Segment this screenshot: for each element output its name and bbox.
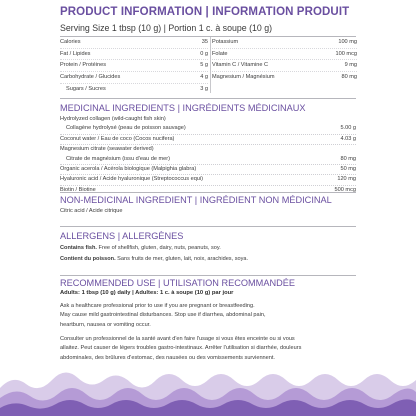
warning-en: Ask a healthcare professional prior to use if you are pregnant or breastfeeding. May cause mild gastrointestinal disturbances. Stop use if diarrhea, abdominal pain, heartburn, nausea or vomiting occur. — [60, 303, 266, 328]
recommended-heading: RECOMMENDED USE | UTILISATION RECOMMANDÉE — [60, 278, 295, 288]
nutrient-row: Protein / Protéines 5 g — [60, 60, 208, 72]
divider-rule — [60, 98, 356, 99]
nutrient-row: Sugars / Sucres 3 g — [66, 85, 208, 92]
medicinal-heading: MEDICINAL INGREDIENTS | INGRÉDIENTS MÉDICINAUX — [60, 103, 306, 113]
ingredient-line: Citrate de magnésium (issu d'eau de mer) 80 mg — [60, 155, 356, 165]
adult-dosage: Adults: 1 tbsp (10 g) daily | Adultes: 1 c. à soupe (10 g) par jour — [60, 290, 234, 296]
medicinal-list — [60, 115, 356, 195]
column-divider — [210, 37, 211, 93]
product-info-heading: PRODUCT INFORMATION | INFORMATION PRODUIT — [60, 6, 350, 18]
divider-rule — [60, 275, 356, 276]
ingredient-line: Biotin / Biotine 500 mcg — [60, 186, 356, 193]
allergens-en: Contains fish. Free of shellfish, gluten, dairy, nuts, peanuts, soy. — [60, 245, 221, 251]
nutrition-right-column — [212, 37, 357, 83]
nutrition-left-column — [60, 37, 208, 94]
ingredient-line: Magnesium citrate (seawater derived) — [60, 146, 154, 153]
wave-decoration — [0, 366, 416, 416]
allergens-heading: ALLERGENS | ALLERGÈNES — [60, 231, 184, 241]
nutrient-row: Folate 100 mcg — [212, 49, 357, 61]
allergens-fr: Contient du poisson. Sans fruits de mer, gluten, lait, noix, arachides, soya. — [60, 256, 249, 262]
non-medicinal-heading: NON-MEDICINAL INGREDIENT | INGRÉDIENT NON MÉDICINAL — [60, 195, 332, 205]
ingredient-line: Hydrolyzed collagen (wild-caught fish skin) — [60, 116, 166, 122]
nutrient-row: Potassium 100 mg — [212, 37, 357, 49]
non-medicinal-text: Citric acid / Acide citrique — [60, 208, 123, 214]
nutrient-row: Fat / Lipides 0 g — [60, 49, 208, 61]
ingredient-line: Coconut water / Eau de coco (Cocos nucifera) 4.03 g — [60, 135, 356, 145]
warning-fr: Consulter un professionnel de la santé avant d'en faire l'usage si vous êtes enceinte ou si vous allaitez. Peut causer de légers troubles gastro-intestinaux. Arrêter l'utilisation si diarrhée, douleurs abdominales, des brûlures d'estomac, des nausées ou des vomissements surviennent. — [60, 336, 302, 361]
ingredient-line: Organic acerola / Acérola biologique (Malpighia glabra) 50 mg — [60, 165, 356, 175]
serving-size: Serving Size 1 tbsp (10 g) | Portion 1 c. à soupe (10 g) — [60, 23, 273, 33]
ingredient-line: Hyaluronic acid / Acide hyaluronique (Streptococcus equi) 120 mg — [60, 175, 356, 185]
nutrient-row: Calories 35 — [60, 37, 208, 49]
ingredient-line: Collagène hydrolysé (peau de poisson sauvage) 5.00 g — [60, 124, 356, 134]
nutrient-row: Vitamin C / Vitamine C 9 mg — [212, 60, 357, 72]
nutrient-row: Carbohydrate / Glucides 4 g — [60, 72, 208, 84]
divider-rule — [60, 192, 356, 193]
nutrient-row: Magnesium / Magnésium 80 mg — [212, 74, 357, 81]
divider-rule — [60, 226, 356, 227]
